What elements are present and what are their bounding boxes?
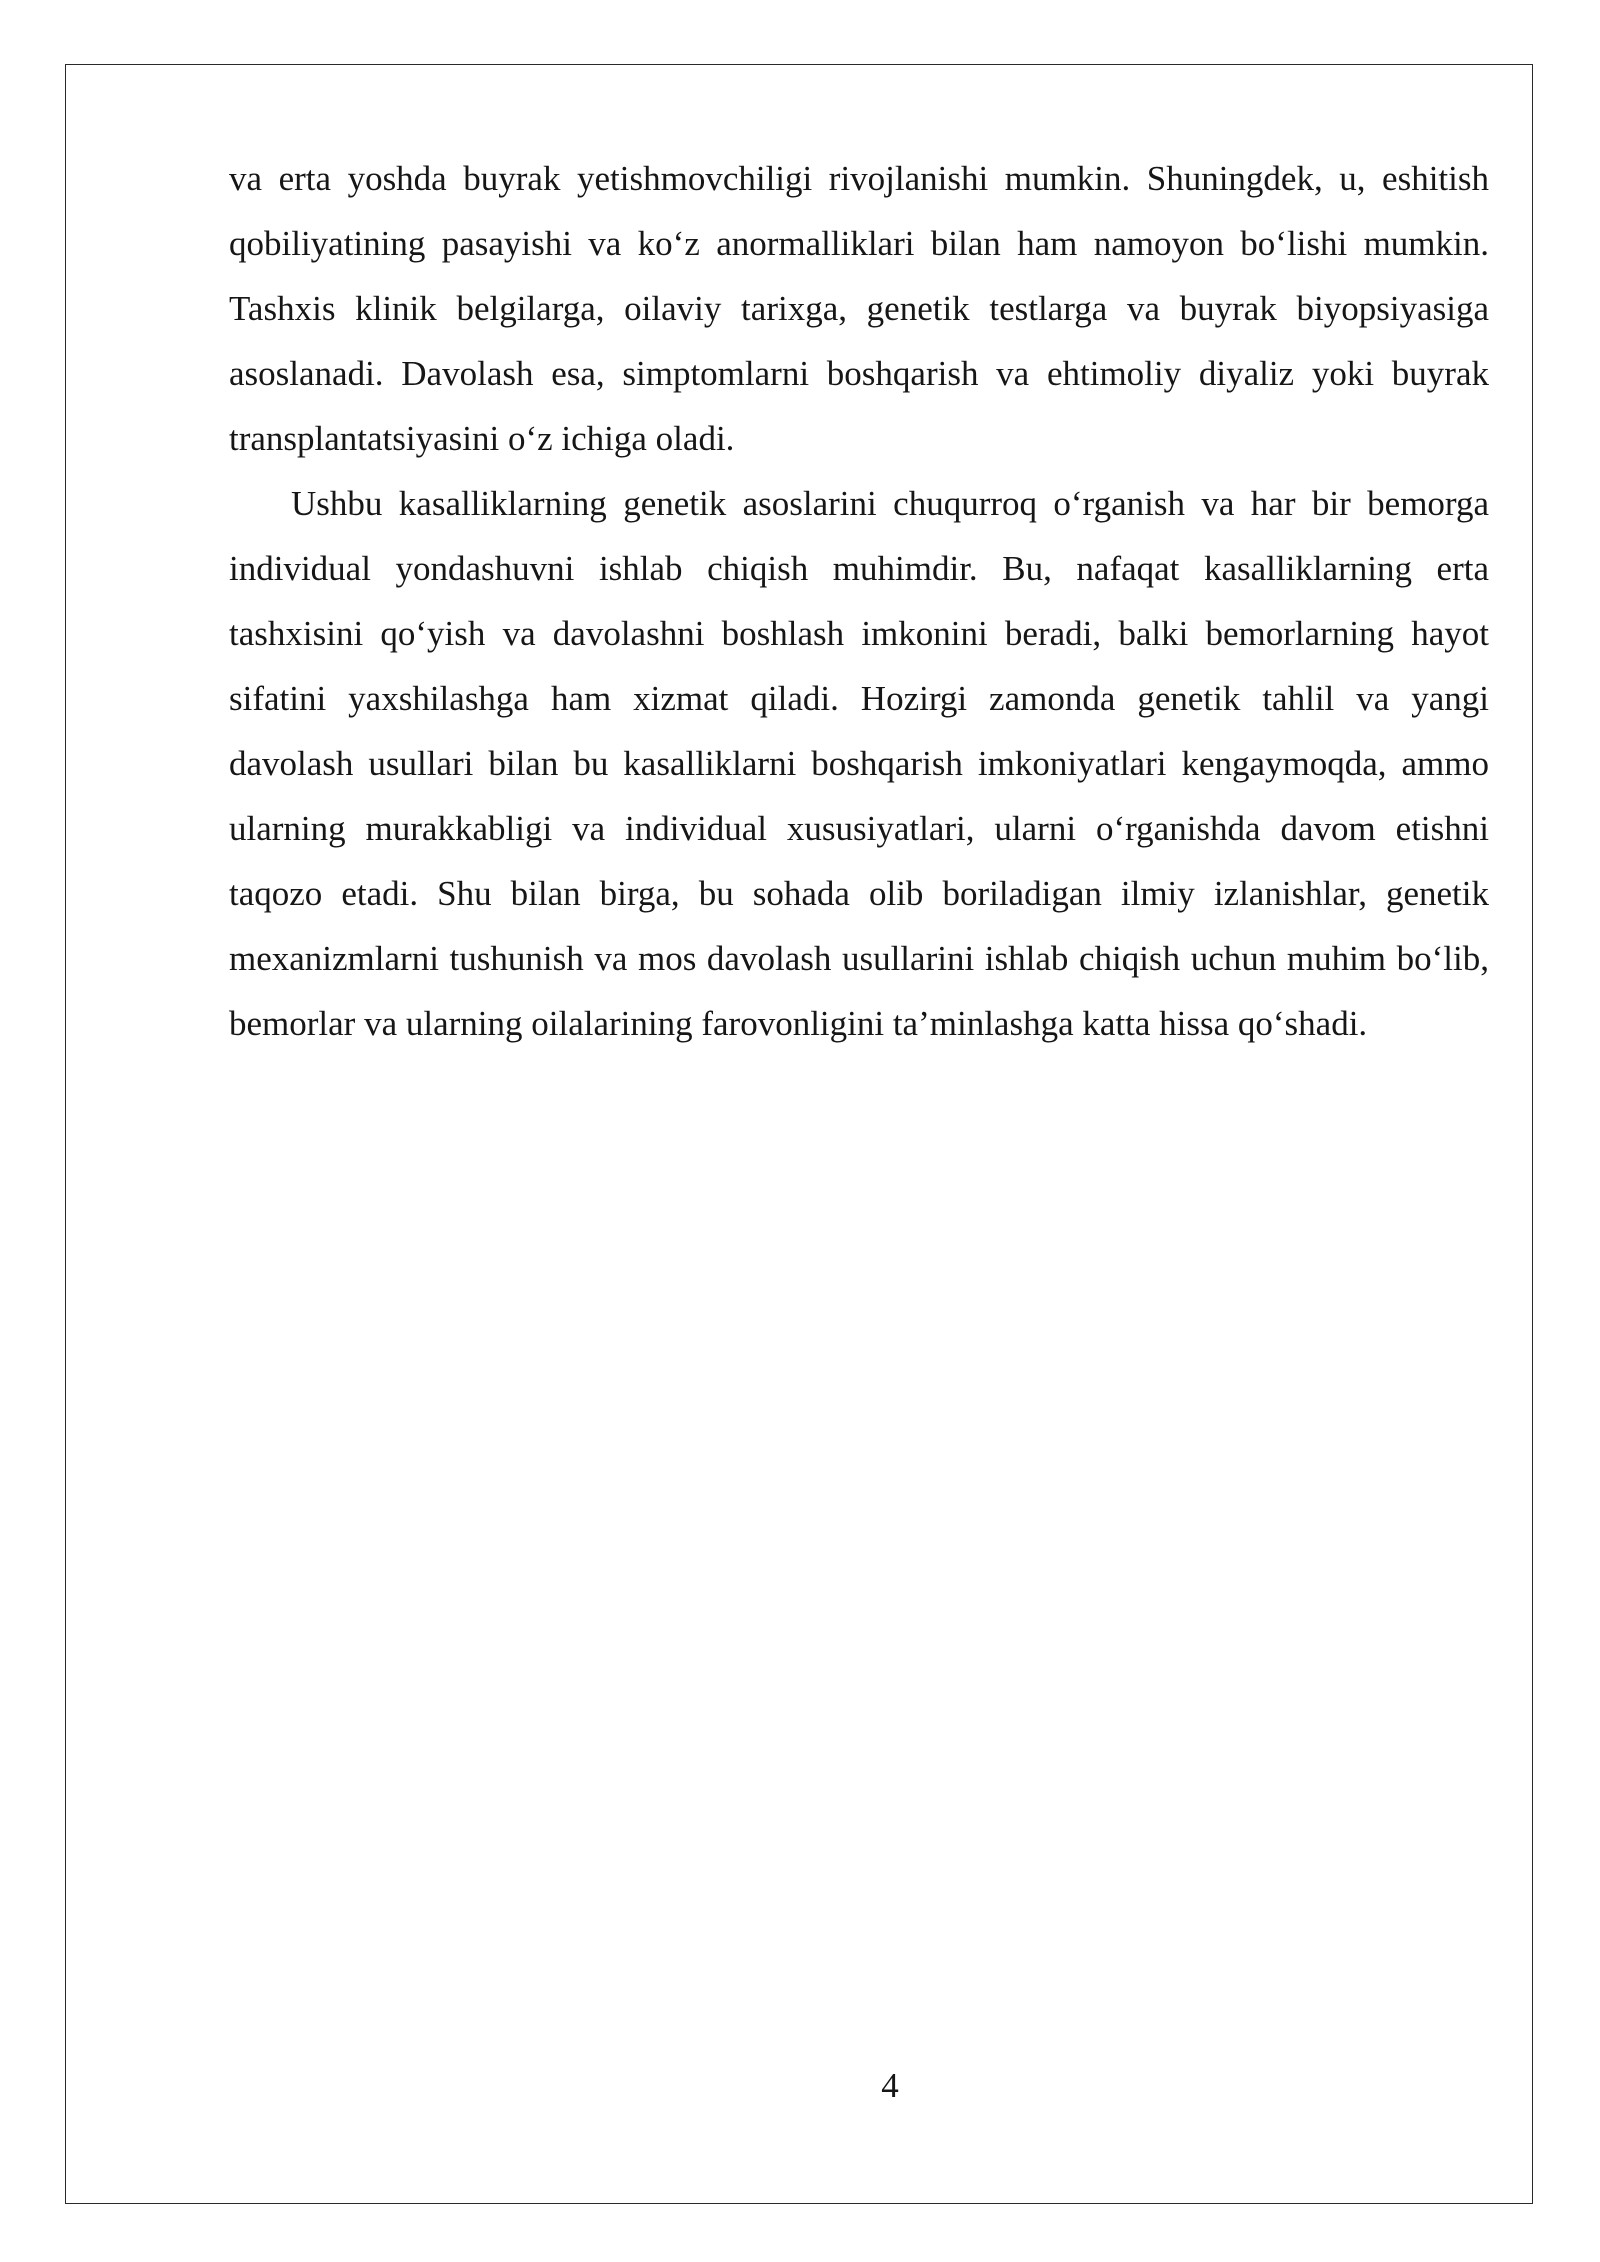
paragraph-continuation: va erta yoshda buyrak yetishmovchiligi rivojlanishi mumkin. Shuningdek, u, eshitish qobiliyatining pasayishi va ko‘z anormalliklari bilan ham namoyon bo‘lishi mumkin. Tashxis klinik belgilarga, oilaviy tarixga, genetik testlarga va buyrak biyopsiyasiga asoslanadi. Davolash esa, simptomlarni boshqarish va ehtimoliy diyaliz yoki buyrak transplantatsiyasini o‘z ichiga oladi. bbox=[229, 159, 1489, 458]
page-number: 4 bbox=[881, 2066, 899, 2105]
document-body bbox=[229, 146, 1489, 1056]
paragraph-conclusion: Ushbu kasalliklarning genetik asoslarini chuqurroq o‘rganish va har bir bemorga individual yondashuvni ishlab chiqish muhimdir. Bu, nafaqat kasalliklarning erta tashxisini qo‘yish va davolashni boshlash imkonini beradi, balki bemorlarning hayot sifatini yaxshilashga ham xizmat qiladi. Hozirgi zamonda genetik tahlil va yangi davolash usullari bilan bu kasalliklarni boshqarish imkoniyatlari kengaymoqda, ammo ularning murakkabligi va individual xususiyatlari, ularni o‘rganishda davom etishni taqozo etadi. Shu bilan birga, bu sohada olib boriladigan ilmiy izlanishlar, genetik mexanizmlarni tushunish va mos davolash usullarini ishlab chiqish uchun muhim bo‘lib, bemorlar va ularning oilalarining farovonligini ta’minlashga katta hissa qo‘shadi. bbox=[229, 484, 1489, 1043]
